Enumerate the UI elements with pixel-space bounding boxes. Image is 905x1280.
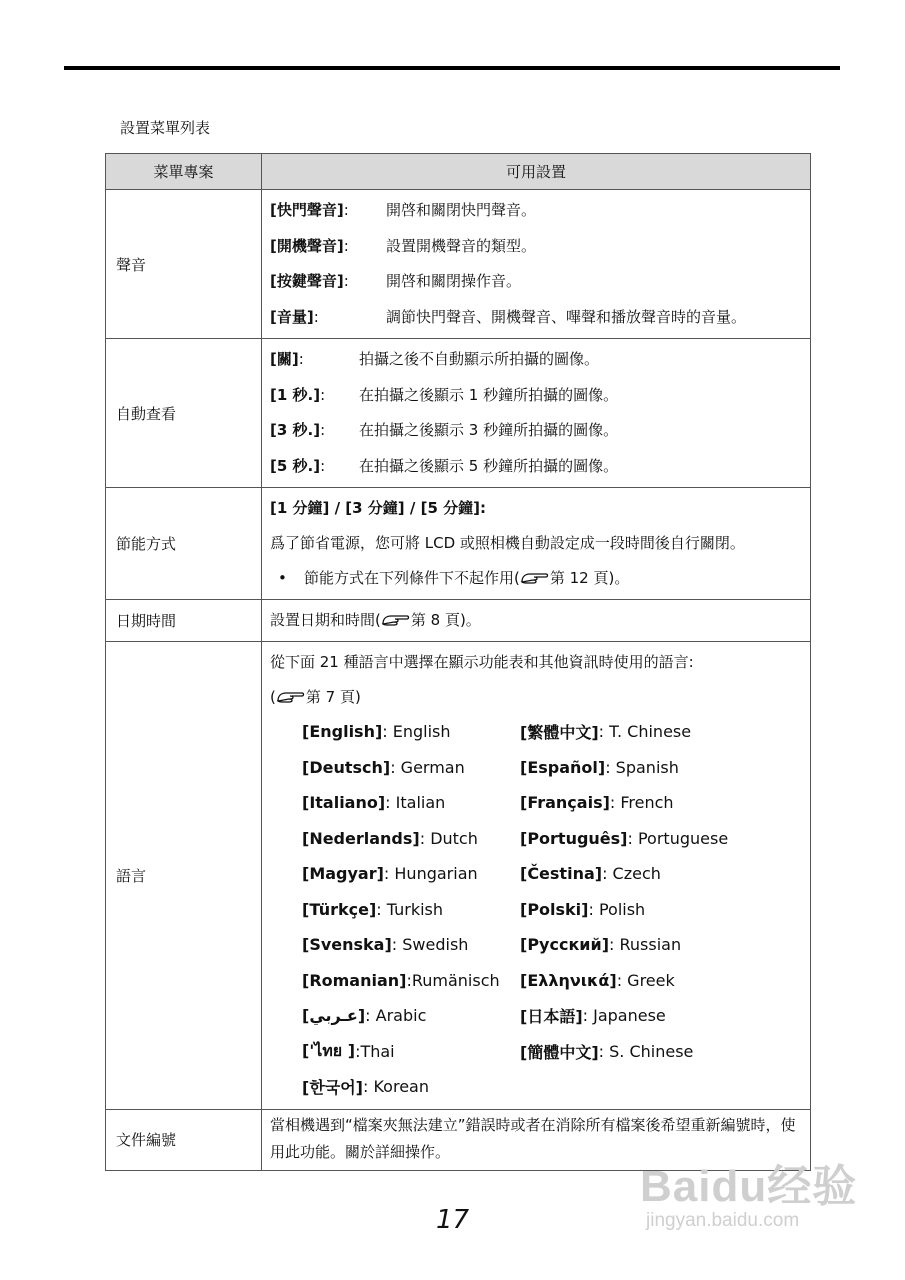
language-column-right [520,714,740,1105]
language-option: [Magyar] : Hungarian [302,864,478,884]
language-option: [Svenska] : Swedish [302,935,469,955]
watermark-url: jingyan.baidu.com [646,1210,800,1231]
setting-desc: 在拍攝之後顯示 3 秒鐘所拍攝的圖像。 [359,421,619,440]
baidu-watermark [640,1150,860,1250]
ref-open: ( [270,687,276,706]
top-rule [64,66,840,70]
language-option: [Polski] : Polish [520,899,646,919]
setting-desc: 開啓和關閉操作音。 [386,272,522,291]
datetime-text: 設置日期和時間( [270,611,381,629]
setting-sep: : [320,385,326,404]
language-option: [Türkçe] : Turkish [302,899,444,919]
language-option: [Čestina] : Czech [520,864,661,884]
setting-sep: : [343,272,349,291]
settings-menu-table [105,153,811,1171]
watermark-logo: Baidu经验 [640,1162,858,1211]
file-number-description: 當相機遇到“檔案夾無法建立”錯誤時或者在消除所有檔案後希望重新編號時，使用此功能。關於詳細操作。 [262,1109,811,1170]
setting-row [270,192,804,228]
setting-desc: 在拍攝之後顯示 1 秒鐘所拍攝的圖像。 [359,385,619,404]
power-note [270,560,804,595]
language-option: [Español] : Spanish [520,757,679,777]
setting-row [270,228,804,264]
table-row-power [106,488,811,600]
pointing-hand-icon [381,612,411,628]
menu-item-sound: 聲音 [106,190,262,339]
setting-sep: : [343,236,349,255]
language-intro: 從下面 21 種語言中選擇在顯示功能表和其他資訊時使用的語言: [270,653,694,671]
language-option: [Ελληνικά] : Greek [520,970,675,990]
setting-sep: : [313,307,319,326]
header-available-settings: 可用設置 [262,154,811,190]
language-column-left [302,714,520,1105]
setting-key: [3 秒.] [270,421,321,440]
setting-key: [1 秒.] [270,385,321,404]
language-option: [Português] : Portuguese [520,828,729,848]
setting-sep: : [343,201,349,220]
language-option: [Romanian] :Rumänisch [302,970,500,990]
setting-desc: 拍攝之後不自動顯示所拍攝的圖像。 [359,350,600,369]
setting-key: [快門聲音] [270,201,344,220]
setting-row [270,263,804,299]
setting-row [270,412,804,448]
datetime-settings [262,600,811,642]
language-ref-line [270,679,804,714]
table-row-language [106,642,811,1110]
menu-item-language: 語言 [106,642,262,1110]
language-list [270,714,804,1105]
table-header-row [106,154,811,190]
power-description: 爲了節省電源，您可將 LCD 或照相機自動設定成一段時間後自行關閉。 [270,534,745,552]
language-settings [262,642,811,1110]
setting-desc: 調節快門聲音、開機聲音、嗶聲和播放聲音時的音量。 [386,307,747,326]
language-option: [簡體中文] : S. Chinese [520,1041,694,1062]
page-reference: 第 12 頁)。 [549,569,630,587]
table-row-review [106,339,811,488]
setting-key: [5 秒.] [270,456,321,475]
setting-desc: 開啓和關閉快門聲音。 [386,201,537,220]
power-save-settings [262,488,811,600]
language-option: [繁體中文] : T. Chinese [520,722,692,743]
power-options [270,490,804,525]
language-option: [Français] : French [520,793,674,813]
page-reference: 第 8 頁)。 [410,611,481,629]
language-option: [عـربي] : Arabic [302,1006,427,1026]
setting-row [270,448,804,484]
setting-key: [關] [270,350,299,369]
pointing-hand-icon [520,570,550,586]
menu-item-review: 自動查看 [106,339,262,488]
language-option: [Русский] : Russian [520,935,682,955]
setting-key: [按鍵聲音] [270,272,344,291]
section-title: 設置菜單列表 [120,119,211,137]
language-option: [Italiano] : Italian [302,793,446,813]
bullet-icon: • [278,568,287,587]
menu-item-datetime: 日期時間 [106,600,262,642]
language-option: [Nederlands] : Dutch [302,828,478,848]
setting-desc: 在拍攝之後顯示 5 秒鐘所拍攝的圖像。 [359,456,619,475]
setting-sep: : [320,456,326,475]
setting-row [270,341,804,377]
setting-key: [音量] [270,307,314,326]
pointing-hand-icon [276,689,306,705]
datetime-line [270,602,804,637]
page-number: 17 [435,1205,470,1235]
setting-sep: : [320,421,326,440]
language-option: ['ไทย ] :Thai [302,1040,395,1061]
language-option: [한국어] : Korean [302,1077,429,1098]
language-option: [日本語] : Japanese [520,1006,666,1027]
review-settings [262,339,811,488]
power-options-text: [1 分鐘] / [3 分鐘] / [5 分鐘]: [270,499,486,517]
setting-row [270,299,804,335]
sound-settings [262,190,811,339]
menu-item-power-save: 節能方式 [106,488,262,600]
setting-desc: 設置開機聲音的類型。 [386,236,537,255]
page-reference: 第 7 頁) [305,688,361,706]
language-option: [English] : English [302,722,451,742]
setting-key: [開機聲音] [270,236,344,255]
power-note-text: 節能方式在下列條件下不起作用( [304,569,520,587]
setting-row [270,377,804,413]
menu-item-file-number: 文件編號 [106,1109,262,1170]
setting-sep: : [298,350,304,369]
header-menu-item: 菜單專案 [106,154,262,190]
table-row-datetime [106,600,811,642]
table-row-sound [106,190,811,339]
language-option: [Deutsch] : German [302,757,465,777]
